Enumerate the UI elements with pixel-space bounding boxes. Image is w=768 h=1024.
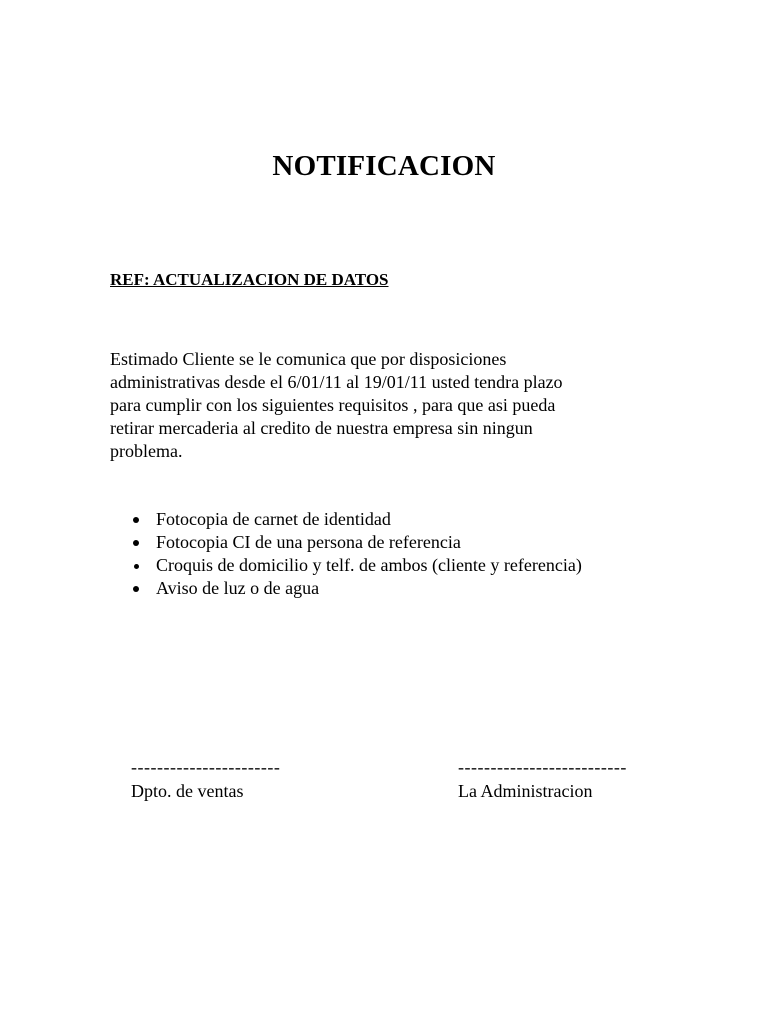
list-item: [130, 508, 582, 531]
requirement-text: Fotocopia CI de una persona de referencia: [156, 532, 461, 552]
list-item: [130, 531, 582, 554]
body-line: retirar mercaderia al credito de nuestra empresa sin ningun: [110, 418, 533, 438]
signature-label: La Administracion: [458, 781, 593, 801]
signature-line: -----------------------: [131, 757, 281, 777]
document-title: NOTIFICACION: [272, 150, 496, 182]
body-paragraph: [110, 348, 630, 463]
reference-line: REF: ACTUALIZACION DE DATOS: [110, 270, 389, 289]
signature-block-ventas: [131, 756, 280, 802]
signature-line: --------------------------: [458, 757, 627, 777]
bullet-icon: [133, 586, 139, 592]
requirement-text: Croquis de domicilio y telf. de ambos (cliente y referencia): [156, 555, 582, 575]
bullet-icon: [133, 540, 139, 546]
list-item: [130, 577, 582, 600]
body-line: para cumplir con los siguientes requisitos , para que asi pueda: [110, 395, 556, 415]
bullet-icon: [134, 564, 139, 569]
requirement-text: Fotocopia de carnet de identidad: [156, 509, 391, 529]
requirement-text: Aviso de luz o de agua: [156, 578, 320, 598]
body-line: problema.: [110, 441, 183, 461]
list-item: [130, 554, 582, 577]
bullet-icon: [133, 517, 139, 523]
signature-label: Dpto. de ventas: [131, 781, 244, 801]
signature-block-administracion: [458, 756, 627, 802]
body-line: administrativas desde el 6/01/11 al 19/01/11 usted tendra plazo: [110, 372, 563, 392]
body-line: Estimado Cliente se le comunica que por disposiciones: [110, 349, 507, 369]
requirements-list: [130, 508, 582, 600]
